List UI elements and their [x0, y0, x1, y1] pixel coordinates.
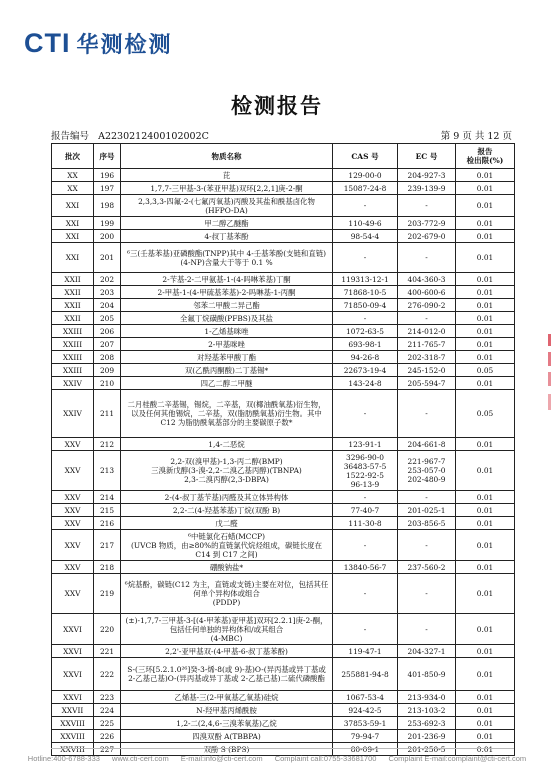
cell-limit: 0.01: [456, 574, 515, 614]
table-row: [52, 390, 515, 438]
cell-cas: 79-94-7: [333, 730, 398, 743]
cell-ec: 201-025-1: [398, 504, 456, 517]
cell-seq: 222: [94, 658, 121, 691]
header-ec: EC 号: [398, 144, 456, 169]
cell-seq: 223: [94, 691, 121, 704]
cell-substance: 四溴双酚 A(TBBPA): [121, 730, 333, 743]
cell-batch: XXIII: [52, 364, 94, 377]
cell-substance: 甲二醇乙醚酯: [121, 217, 333, 230]
table-row: [52, 195, 515, 217]
cell-seq: 206: [94, 325, 121, 338]
cell-batch: XXV: [52, 451, 94, 491]
cell-cas: 1072-63-5: [333, 325, 398, 338]
report-number-value: A2230212400102002C: [98, 131, 209, 142]
header-seq: 序号: [94, 144, 121, 169]
cell-limit: 0.01: [456, 504, 515, 517]
cell-batch: XXII: [52, 312, 94, 325]
cell-seq: 210: [94, 377, 121, 390]
cell-ec: 400-600-6: [398, 286, 456, 299]
table-row: [52, 377, 515, 390]
table-row: [52, 338, 515, 351]
cell-cas: -: [333, 390, 398, 438]
company-logo: [24, 28, 173, 59]
cell-limit: 0.01: [456, 743, 515, 756]
cell-ec: 245-152-0: [398, 364, 456, 377]
cell-seq: 212: [94, 438, 121, 451]
cell-ec: 213-103-2: [398, 704, 456, 717]
cell-seq: 205: [94, 312, 121, 325]
cell-cas: -: [333, 614, 398, 645]
cell-ec: 201-236-9: [398, 730, 456, 743]
cell-cas: -: [333, 530, 398, 561]
cell-ec: 202-679-0: [398, 230, 456, 243]
cell-batch: XXVIII: [52, 743, 94, 756]
table-row: [52, 299, 515, 312]
header-batch: 批次: [52, 144, 94, 169]
cell-cas: 37853-59-1: [333, 717, 398, 730]
cell-cas: -: [333, 574, 398, 614]
cell-cas: 255881-94-8: [333, 658, 398, 691]
cell-batch: XX: [52, 182, 94, 195]
cell-substance: 2-甲基咪唑: [121, 338, 333, 351]
table-row: [52, 517, 515, 530]
cell-substance: 2-苄基-2-二甲氨基-1-(4-吗啉苯基)丁酮: [121, 273, 333, 286]
table-row: [52, 243, 515, 273]
cell-ec: -: [398, 530, 456, 561]
cell-seq: 226: [94, 730, 121, 743]
cell-batch: XXII: [52, 273, 94, 286]
cell-seq: 202: [94, 273, 121, 286]
cell-ec: -: [398, 390, 456, 438]
cell-seq: 213: [94, 451, 121, 491]
cell-ec: -: [398, 614, 456, 645]
cell-cas: 80-09-1: [333, 743, 398, 756]
cell-substance: 双(乙酰丙酮酸)二丁基锡*: [121, 364, 333, 377]
logo-brand: CTI: [24, 28, 71, 58]
cell-ec: 204-927-3: [398, 169, 456, 182]
cell-cas: -: [333, 243, 398, 273]
cell-limit: 0.05: [456, 390, 515, 438]
header-substance: 物质名称: [121, 144, 333, 169]
cell-batch: XXV: [52, 574, 94, 614]
cell-cas: 693-98-1: [333, 338, 398, 351]
cell-substance: 全氟丁烷磺酸(PFBS)及其盐: [121, 312, 333, 325]
cell-ec: 202-318-7: [398, 351, 456, 364]
cell-cas: 110-49-6: [333, 217, 398, 230]
cell-cas: 3296-90-0 36483-57-5 1522-92-5 96-13-9: [333, 451, 398, 491]
cell-batch: XX: [52, 169, 94, 182]
cell-ec: -: [398, 491, 456, 504]
table-row: [52, 530, 515, 561]
table-row: [52, 691, 515, 704]
cell-seq: 216: [94, 517, 121, 530]
cell-substance: 双酚 S (BPS): [121, 743, 333, 756]
cell-batch: XXV: [52, 504, 94, 517]
cell-seq: 198: [94, 195, 121, 217]
cell-ec: 203-772-9: [398, 217, 456, 230]
cell-substance: 4-叔丁基苯酚: [121, 230, 333, 243]
cell-seq: 219: [94, 574, 121, 614]
cell-seq: 225: [94, 717, 121, 730]
cell-ec: -: [398, 243, 456, 273]
cell-cas: 71850-09-4: [333, 299, 398, 312]
cell-seq: 204: [94, 299, 121, 312]
cell-ec: 204-327-1: [398, 645, 456, 658]
cell-limit: 0.01: [456, 230, 515, 243]
cell-limit: 0.05: [456, 364, 515, 377]
cell-limit: 0.01: [456, 312, 515, 325]
cell-cas: 98-54-4: [333, 230, 398, 243]
cell-cas: 119313-12-1: [333, 273, 398, 286]
cell-seq: 224: [94, 704, 121, 717]
cell-cas: 123-91-1: [333, 438, 398, 451]
cell-seq: 207: [94, 338, 121, 351]
table-row: [52, 561, 515, 574]
table-row: [52, 704, 515, 717]
cell-limit: 0.01: [456, 645, 515, 658]
table-row: [52, 364, 515, 377]
cell-limit: 0.01: [456, 530, 515, 561]
cell-cas: -: [333, 312, 398, 325]
cell-cas: 77-40-7: [333, 504, 398, 517]
cell-batch: XXIII: [52, 338, 94, 351]
cell-batch: XXVI: [52, 645, 94, 658]
cell-cas: 13840-56-7: [333, 561, 398, 574]
footer: [0, 754, 554, 763]
footer-email[interactable]: E-mail:info@cti-cert.com: [180, 754, 263, 763]
cell-ec: 203-856-5: [398, 517, 456, 530]
table-row: [52, 451, 515, 491]
cell-batch: XXIII: [52, 325, 94, 338]
cell-limit: 0.01: [456, 182, 515, 195]
cell-cas: -: [333, 195, 398, 217]
cell-cas: 71868-10-5: [333, 286, 398, 299]
footer-website[interactable]: www.cti-cert.com: [112, 754, 169, 763]
cell-batch: XXIII: [52, 351, 94, 364]
cell-substance: S-(三环[5.2.1.0²⁶]癸-3-烯-8(或 9)-基)O-(异丙基或异丁基或 2-乙基己基)O-(异丙基或异丁基或 2-乙基己基)二硫代磷酸酯: [121, 658, 333, 691]
cell-limit: 0.01: [456, 451, 515, 491]
table-row: [52, 312, 515, 325]
cell-batch: XXVI: [52, 691, 94, 704]
cell-cas: 129-00-0: [333, 169, 398, 182]
cell-substance: N-羟甲基丙烯酰胺: [121, 704, 333, 717]
cell-limit: 0.01: [456, 217, 515, 230]
cell-substance: 1,2-二(2,4,6-三溴苯氧基)乙烷: [121, 717, 333, 730]
page-title: 检测报告: [231, 93, 323, 118]
cell-ec: 237-560-2: [398, 561, 456, 574]
stamp-edge-icon: [546, 334, 554, 414]
table-row: [52, 491, 515, 504]
cell-seq: 215: [94, 504, 121, 517]
cell-substance: 芘: [121, 169, 333, 182]
table-row: [52, 658, 515, 691]
cell-substance: 2,2-二(4-羟基苯基)丁烷(双酚 B): [121, 504, 333, 517]
cell-limit: 0.01: [456, 704, 515, 717]
table-row: [52, 645, 515, 658]
cell-batch: XXVI: [52, 614, 94, 645]
cell-batch: XXVIII: [52, 717, 94, 730]
cell-limit: 0.01: [456, 438, 515, 451]
cell-substance: 2,2-双(溴甲基)-1,3-丙二醇(BMP) 三溴新戊醇(3-溴-2,2-二溴乙基丙醇)(TBNPA) 2,3-二溴丙醇(2,3-DBPA): [121, 451, 333, 491]
cell-batch: XXV: [52, 517, 94, 530]
cell-limit: 0.01: [456, 377, 515, 390]
cell-seq: 197: [94, 182, 121, 195]
cell-substance: 戊二醛: [121, 517, 333, 530]
cell-seq: 214: [94, 491, 121, 504]
cell-batch: XXVI: [52, 658, 94, 691]
cell-substance: 1,7,7-三甲基-3-(苯亚甲基)双环[2,2,1]庚-2-酮: [121, 182, 333, 195]
cell-substance: ⁶三(壬基苯基)亚磷酸酯(TNPP)其中 4-壬基苯酚(支链和直链) (4-NP)含量大于等于 0.1 %: [121, 243, 333, 273]
cell-batch: XXIV: [52, 377, 94, 390]
table-row: [52, 230, 515, 243]
cell-substance: 对羟基苯甲酸丁酯: [121, 351, 333, 364]
cell-substance: 硼酸钠盐*: [121, 561, 333, 574]
cell-batch: XXI: [52, 243, 94, 273]
cell-ec: 253-692-3: [398, 717, 456, 730]
cell-limit: 0.01: [456, 691, 515, 704]
table-row: [52, 169, 515, 182]
cell-limit: 0.01: [456, 614, 515, 645]
cell-cas: 111-30-8: [333, 517, 398, 530]
logo-name: 华测检测: [76, 33, 173, 58]
report-number-label: 报告编号: [51, 131, 90, 142]
cell-seq: 221: [94, 645, 121, 658]
cell-limit: 0.01: [456, 273, 515, 286]
cell-substance: 2-(4-叔丁基苄基)丙醛及其立体异构体: [121, 491, 333, 504]
cell-limit: 0.01: [456, 517, 515, 530]
table-row: [52, 325, 515, 338]
table-row: [52, 717, 515, 730]
header-limit: 报告 检出限(%): [456, 144, 515, 169]
cell-seq: 209: [94, 364, 121, 377]
page-indicator: 第 9 页 共 12 页: [440, 131, 512, 142]
cell-ec: 213-934-0: [398, 691, 456, 704]
cell-limit: 0.01: [456, 169, 515, 182]
cell-cas: 15087-24-8: [333, 182, 398, 195]
cell-ec: 401-850-9: [398, 658, 456, 691]
cell-cas: -: [333, 491, 398, 504]
cell-substance: 二月桂酸二辛基锡，锡烷，二辛基，双(椰油酰氧基)衍生物，以及任何其他锡烷，二辛基，双(脂肪酰氧基)衍生物。其中 C12 为脂肪酰氧基部分的主要碳原子数*: [121, 390, 333, 438]
table-body: [52, 169, 515, 756]
cell-seq: 199: [94, 217, 121, 230]
cell-seq: 200: [94, 230, 121, 243]
cell-batch: XXVIII: [52, 730, 94, 743]
cell-cas: 119-47-1: [333, 645, 398, 658]
cell-batch: XXII: [52, 286, 94, 299]
report-number: [51, 128, 209, 142]
cell-substance: 四乙二醇二甲醚: [121, 377, 333, 390]
cell-seq: 211: [94, 390, 121, 438]
cell-limit: 0.01: [456, 243, 515, 273]
table-row: [52, 182, 515, 195]
header-cas: CAS 号: [333, 144, 398, 169]
table-row: [52, 217, 515, 230]
cell-substance: 2-甲基-1-(4-甲硫基苯基)-2-吗啉基-1-丙酮: [121, 286, 333, 299]
cell-limit: 0.01: [456, 730, 515, 743]
cell-cas: 94-26-8: [333, 351, 398, 364]
cell-batch: XXI: [52, 195, 94, 217]
cell-batch: XXVII: [52, 704, 94, 717]
table-row: [52, 730, 515, 743]
cell-batch: XXV: [52, 530, 94, 561]
cell-seq: 203: [94, 286, 121, 299]
footer-complaint-email[interactable]: Complaint E-mail:complaint@cti-cert.com: [388, 754, 527, 763]
table-row: [52, 438, 515, 451]
cell-substance: ⁶烷基酚，碳链(C12 为主，直链或支链)主要在对位，包括其任何单个异构体或组合 (PDDP): [121, 574, 333, 614]
table-row: [52, 351, 515, 364]
table-row: [52, 286, 515, 299]
cell-limit: 0.01: [456, 325, 515, 338]
cell-seq: 227: [94, 743, 121, 756]
cell-ec: 404-360-3: [398, 273, 456, 286]
cell-batch: XXV: [52, 491, 94, 504]
cell-batch: XXV: [52, 561, 94, 574]
table-header-row: [52, 144, 515, 169]
cell-ec: 276-090-2: [398, 299, 456, 312]
cell-seq: 201: [94, 243, 121, 273]
substance-table: [51, 143, 515, 756]
cell-substance: 1,4-二恶烷: [121, 438, 333, 451]
cell-limit: 0.01: [456, 561, 515, 574]
cell-substance: 1-乙烯基咪唑: [121, 325, 333, 338]
cell-substance: ⁶中链氯化石蜡(MCCP) (UVCB 物质，由≥80%的直链氯代烷烃组成，碳链长度在 C14 到 C17 之间): [121, 530, 333, 561]
footer-divider: [51, 748, 514, 749]
table-row: [52, 273, 515, 286]
cell-limit: 0.01: [456, 286, 515, 299]
table-row: [52, 614, 515, 645]
cell-cas: 1067-53-4: [333, 691, 398, 704]
cell-seq: 217: [94, 530, 121, 561]
cell-batch: XXI: [52, 230, 94, 243]
footer-hotline: Hotline:400-6788-333: [27, 754, 100, 763]
cell-batch: XXII: [52, 299, 94, 312]
cell-ec: 214-012-0: [398, 325, 456, 338]
cell-limit: 0.01: [456, 491, 515, 504]
cell-ec: 205-594-7: [398, 377, 456, 390]
cell-limit: 0.01: [456, 351, 515, 364]
red-stamp-mark: [546, 334, 554, 414]
cell-limit: 0.01: [456, 195, 515, 217]
footer-complaint-call: Complaint call:0755-33681700: [274, 754, 377, 763]
cell-batch: XXI: [52, 217, 94, 230]
cell-substance: 邻苯二甲酸二异己酯: [121, 299, 333, 312]
cell-seq: 218: [94, 561, 121, 574]
cell-ec: 221-967-7 253-057-0 202-480-9: [398, 451, 456, 491]
cell-ec: 239-139-9: [398, 182, 456, 195]
cell-limit: 0.01: [456, 717, 515, 730]
cell-cas: 143-24-8: [333, 377, 398, 390]
cell-limit: 0.01: [456, 338, 515, 351]
table-row: [52, 574, 515, 614]
cell-substance: 乙烯基-三(2-甲氧基乙氧基)硅烷: [121, 691, 333, 704]
cell-ec: -: [398, 312, 456, 325]
cell-ec: 201-250-5: [398, 743, 456, 756]
cell-seq: 196: [94, 169, 121, 182]
table-row: [52, 504, 515, 517]
cell-ec: -: [398, 195, 456, 217]
cell-ec: 211-765-7: [398, 338, 456, 351]
cell-substance: (±)-1,7,7-三甲基-3-[(4-甲苯基)亚甲基]双环[2.2.1]庚-2-酮，包括任何单独的异构体和/或其组合 (4-MBC): [121, 614, 333, 645]
cell-batch: XXIV: [52, 390, 94, 438]
cell-ec: 204-661-8: [398, 438, 456, 451]
cell-cas: 924-42-5: [333, 704, 398, 717]
cell-substance: 2,2'-亚甲基双-(4-甲基-6-叔丁基苯酚): [121, 645, 333, 658]
cell-limit: 0.01: [456, 299, 515, 312]
cell-batch: XXV: [52, 438, 94, 451]
cell-seq: 208: [94, 351, 121, 364]
cell-substance: 2,3,3,3-四氟-2-(七氟丙氧基)丙酸及其盐和酰基卤化物(HFPO-DA): [121, 195, 333, 217]
cell-limit: 0.01: [456, 658, 515, 691]
cell-ec: -: [398, 574, 456, 614]
cell-seq: 220: [94, 614, 121, 645]
cell-cas: 22673-19-4: [333, 364, 398, 377]
